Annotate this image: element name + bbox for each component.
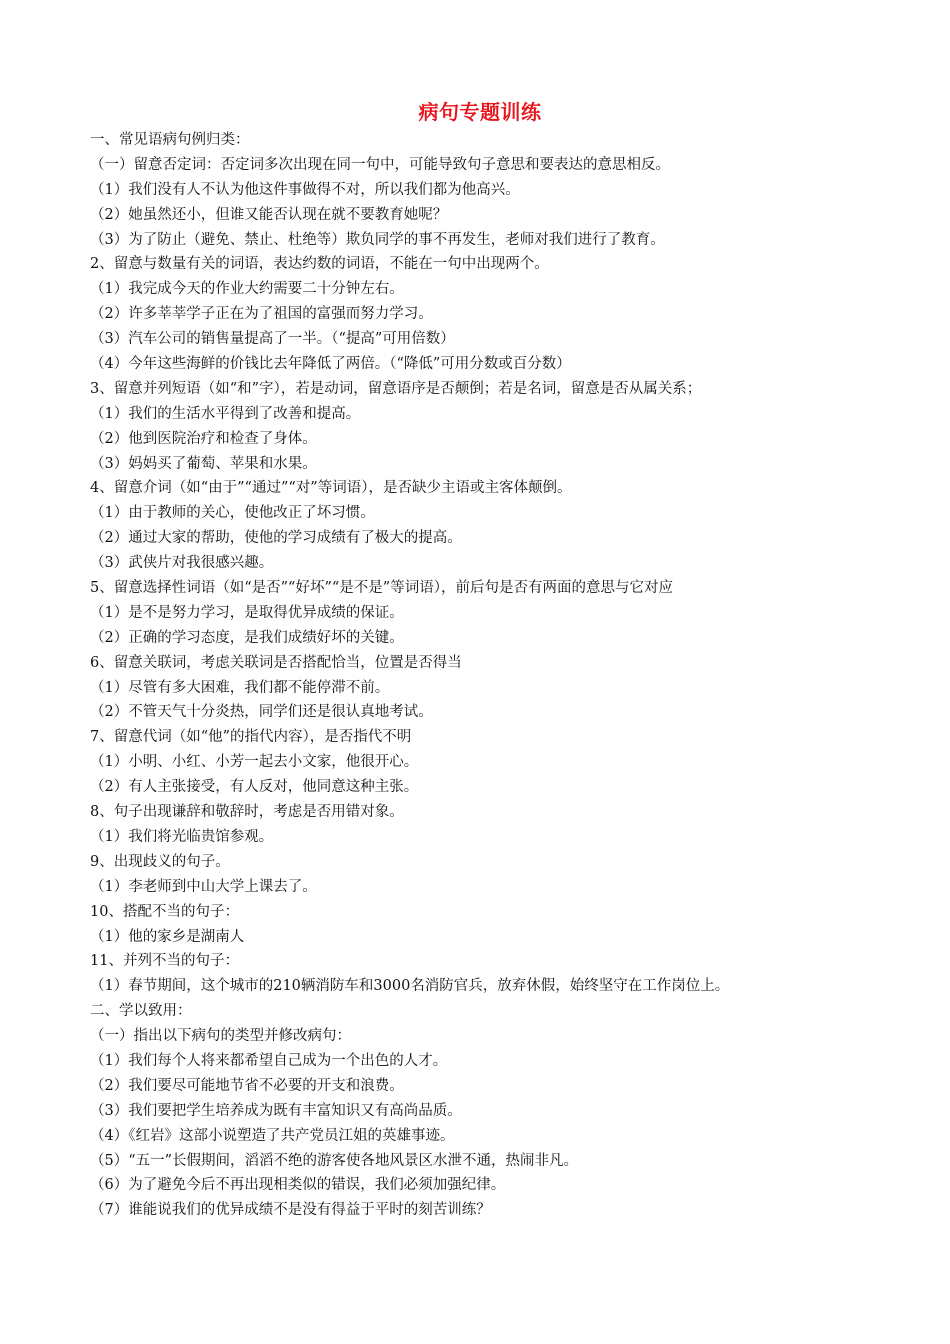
rule-heading: 8、句子出现谦辞和敬辞时，考虑是否用错对象。 bbox=[90, 804, 404, 821]
rule-heading: 6、留意关联词，考虑关联词是否搭配恰当，位置是否得当 bbox=[90, 654, 462, 671]
example-line: （1）我们没有人不认为他这件事做得不对，所以我们都为他高兴。 bbox=[90, 181, 520, 198]
example-line: （1）是不是努力学习，是取得优异成绩的保证。 bbox=[90, 604, 404, 621]
rule-heading: 2、留意与数量有关的词语，表达约数的词语，不能在一句中出现两个。 bbox=[90, 256, 549, 273]
example-line: （2）他到医院治疗和检查了身体。 bbox=[90, 430, 317, 447]
rule-heading: 7、留意代词（如“他”的指代内容），是否指代不明 bbox=[90, 729, 412, 746]
rule-heading: （一）留意否定词：否定词多次出现在同一句中，可能导致句子意思和要表达的意思相反。 bbox=[90, 156, 670, 173]
exercise-line: （4）《红岩》这部小说塑造了共产党员江姐的英雄事迹。 bbox=[90, 1127, 455, 1144]
example-line: （1）李老师到中山大学上课去了。 bbox=[90, 878, 317, 895]
example-line: （1）尽管有多大困难，我们都不能停滞不前。 bbox=[90, 679, 390, 696]
exercise-line: （6）为了避免今后不再出现相类似的错误，我们必须加强纪律。 bbox=[90, 1177, 506, 1194]
example-line: （2）有人主张接受，有人反对，他同意这种主张。 bbox=[90, 779, 419, 796]
example-line: （3）汽车公司的销售量提高了一半。（“提高”可用倍数） bbox=[90, 331, 455, 348]
rule-heading: 9、出现歧义的句子。 bbox=[90, 853, 230, 870]
example-line: （3）武侠片对我很感兴趣。 bbox=[90, 555, 274, 572]
example-line: （1）小明、小红、小芳一起去小文家，他很开心。 bbox=[90, 754, 419, 771]
document-title: 病句专题训练 bbox=[418, 100, 542, 124]
rule-heading: 10、搭配不当的句子： bbox=[90, 903, 239, 920]
document-page bbox=[90, 96, 870, 1223]
document-body bbox=[90, 128, 870, 1223]
rule-heading: 11、并列不当的句子： bbox=[90, 953, 239, 970]
exercise-instruction: （一）指出以下病句的类型并修改病句： bbox=[90, 1028, 351, 1045]
exercise-line: （3）我们要把学生培养成为既有丰富知识又有高尚品质。 bbox=[90, 1102, 462, 1119]
exercise-line: （1）我们每个人将来都希望自己成为一个出色的人才。 bbox=[90, 1052, 448, 1069]
section-heading: 一、常见语病句例归类： bbox=[90, 132, 250, 148]
example-line: （1）我们将光临贵馆参观。 bbox=[90, 828, 274, 845]
example-line: （1）由于教师的关心，使他改正了坏习惯。 bbox=[90, 505, 375, 522]
example-line: （2）正确的学习态度，是我们成绩好坏的关键。 bbox=[90, 629, 404, 646]
exercise-line: （5）“五一”长假期间，滔滔不绝的游客使各地风景区水泄不通，热闹非凡。 bbox=[90, 1152, 579, 1169]
example-line: （3）妈妈买了葡萄、苹果和水果。 bbox=[90, 455, 317, 472]
exercise-line: （2）我们要尽可能地节省不必要的开支和浪费。 bbox=[90, 1077, 404, 1094]
example-line: （1）我完成今天的作业大约需要二十分钟左右。 bbox=[90, 281, 404, 298]
example-line: （1）春节期间，这个城市的210辆消防车和3000名消防官兵，放弃休假，始终坚守在工作岗位上。 bbox=[90, 978, 730, 995]
exercise-line: （7）谁能说我们的优异成绩不是没有得益于平时的刻苦训练？ bbox=[90, 1202, 491, 1219]
example-line: （2）许多莘莘学子正在为了祖国的富强而努力学习。 bbox=[90, 306, 433, 323]
example-line: （2）不管天气十分炎热，同学们还是很认真地考试。 bbox=[90, 704, 433, 721]
example-line: （2）通过大家的帮助，使他的学习成绩有了极大的提高。 bbox=[90, 530, 462, 547]
example-line: （4）今年这些海鲜的价钱比去年降低了两倍。（“降低”可用分数或百分数） bbox=[90, 356, 571, 373]
example-line: （1）我们的生活水平得到了改善和提高。 bbox=[90, 405, 361, 422]
example-line: （3）为了防止（避免、禁止、杜绝等）欺负同学的事不再发生，老师对我们进行了教育。 bbox=[90, 231, 665, 248]
rule-heading: 5、留意选择性词语（如“是否”“好坏”“是不是”等词语），前后句是否有两面的意思与它对应 bbox=[90, 580, 673, 597]
rule-heading: 3、留意并列短语（如“和”字），若是动词，留意语序是否颠倒；若是名词，留意是否从属关系； bbox=[90, 380, 702, 397]
example-line: （2）她虽然还小，但谁又能否认现在就不要教育她呢？ bbox=[90, 206, 448, 223]
example-line: （1）他的家乡是湖南人 bbox=[90, 928, 245, 945]
section-heading: 二、学以致用： bbox=[90, 1003, 192, 1020]
rule-heading: 4、留意介词（如“由于”“通过”“对”等词语），是否缺少主语或主客体颠倒。 bbox=[90, 480, 572, 497]
